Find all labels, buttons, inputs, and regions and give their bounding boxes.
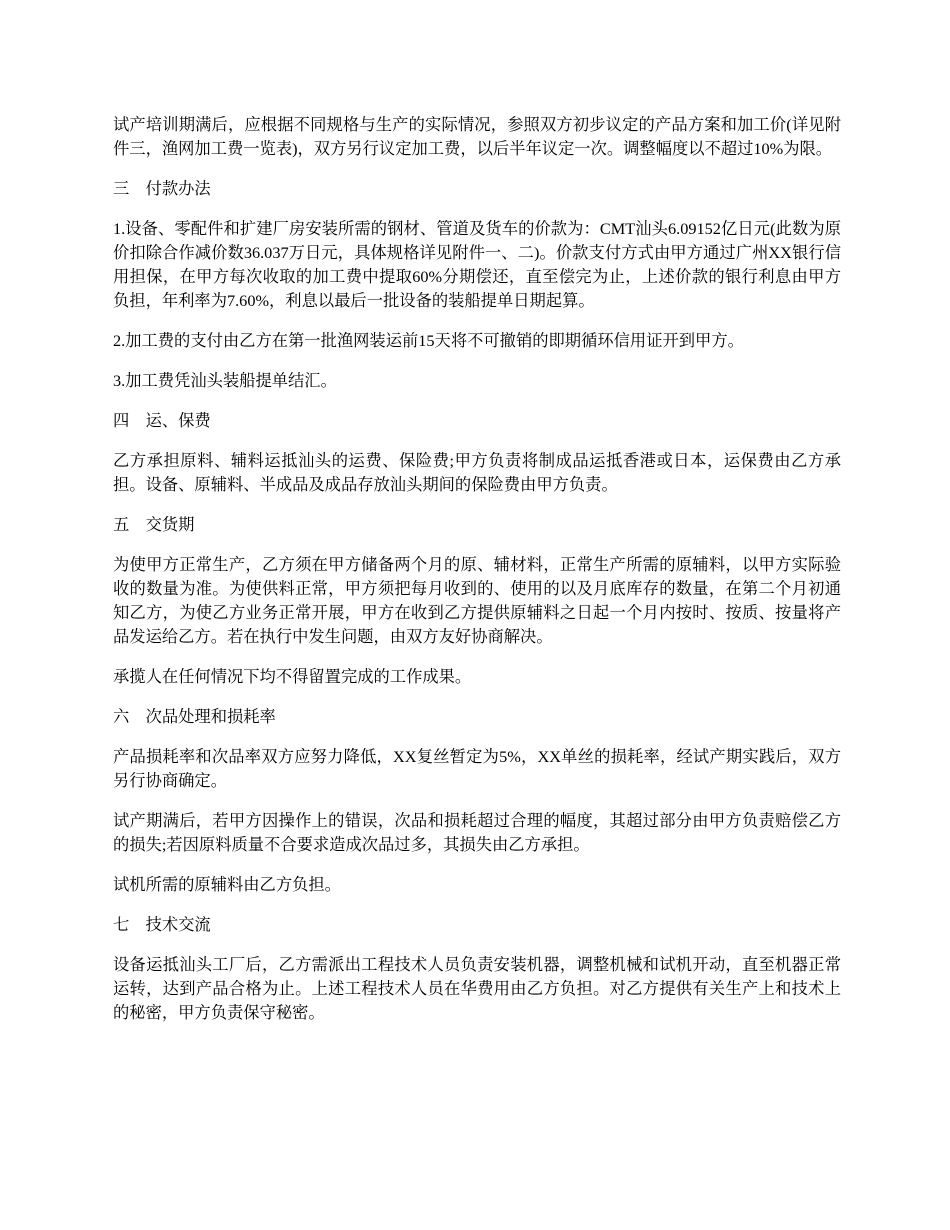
section-title: 技术交流 <box>145 915 211 934</box>
paragraph-defects-2: 试产期满后，若甲方因操作上的错误，次品和损耗超过合理的幅度，其超过部分由甲方负责赔偿乙方的损失;若因原料质量不合要求造成次品过多，其损失由乙方承担。 <box>113 811 841 854</box>
section-heading-tech <box>113 913 841 937</box>
paragraph-payment-2: 2.加工费的支付由乙方在第一批渔网装运前15天将不可撤销的即期循环信用证开到甲方。 <box>113 331 744 350</box>
paragraph-payment-1: 1.设备、零配件和扩建厂房安装所需的钢材、管道及货车的价款为：CMT汕头6.09152亿日元(此数为原价扣除合作减价数36.037万日元，具体规格详见附件一、二)。价款支付方式由甲方通过广州XX银行信用担保，在甲方每次收取的加工费中提取60%分期偿还，直至偿完为止，上述价款的银行利息由甲方负担，年利率为7.60%，利息以最后一批设备的装船提单日期起算。 <box>113 219 841 310</box>
section-number: 四 <box>113 411 130 430</box>
section-heading-defects <box>113 705 841 729</box>
section-title: 次品处理和损耗率 <box>145 707 276 726</box>
section-number: 六 <box>113 707 130 726</box>
paragraph-shipping: 乙方承担原料、辅料运抵汕头的运费、保险费;甲方负责将制成品运抵香港或日本，运保费由乙方承担。设备、原辅料、半成品及成品存放汕头期间的保险费由甲方负责。 <box>113 451 841 494</box>
section-heading-payment <box>113 177 841 201</box>
section-number: 三 <box>113 179 130 198</box>
section-title: 交货期 <box>145 515 195 534</box>
paragraph-delivery: 为使甲方正常生产，乙方须在甲方储备两个月的原、辅材料，正常生产所需的原辅料，以甲方实际验收的数量为准。为使供料正常，甲方须把每月收到的、使用的以及月底库存的数量，在第二个月初通知乙方，为使乙方业务正常开展，甲方在收到乙方提供原辅料之日起一个月内按时、按质、按量将产品发运给乙方。若在执行中发生问题，由双方友好协商解决。 <box>113 555 841 646</box>
section-title: 运、保费 <box>145 411 211 430</box>
section-heading-delivery <box>113 513 841 537</box>
paragraph-payment-3: 3.加工费凭汕头装船提单结汇。 <box>113 371 337 390</box>
paragraph-lien: 承揽人在任何情况下均不得留置完成的工作成果。 <box>113 667 472 686</box>
section-title: 付款办法 <box>145 179 211 198</box>
document-page <box>113 113 841 1041</box>
paragraph-trial-pricing: 试产培训期满后，应根据不同规格与生产的实际情况，参照双方初步议定的产品方案和加工价(详见附件三，渔网加工费一览表)，双方另行议定加工费，以后半年议定一次。调整幅度以不超过10%为限。 <box>113 115 841 158</box>
section-heading-shipping <box>113 409 841 433</box>
paragraph-defects-3: 试机所需的原辅料由乙方负担。 <box>113 875 341 894</box>
section-number: 七 <box>113 915 130 934</box>
section-number: 五 <box>113 515 130 534</box>
paragraph-tech: 设备运抵汕头工厂后，乙方需派出工程技术人员负责安装机器，调整机械和试机开动，直至机器正常运转，达到产品合格为止。上述工程技术人员在华费用由乙方负担。对乙方提供有关生产上和技术上的秘密，甲方负责保守秘密。 <box>113 955 841 1022</box>
paragraph-defects-1: 产品损耗率和次品率双方应努力降低，XX复丝暂定为5%，XX单丝的损耗率，经试产期实践后，双方另行协商确定。 <box>113 747 841 790</box>
